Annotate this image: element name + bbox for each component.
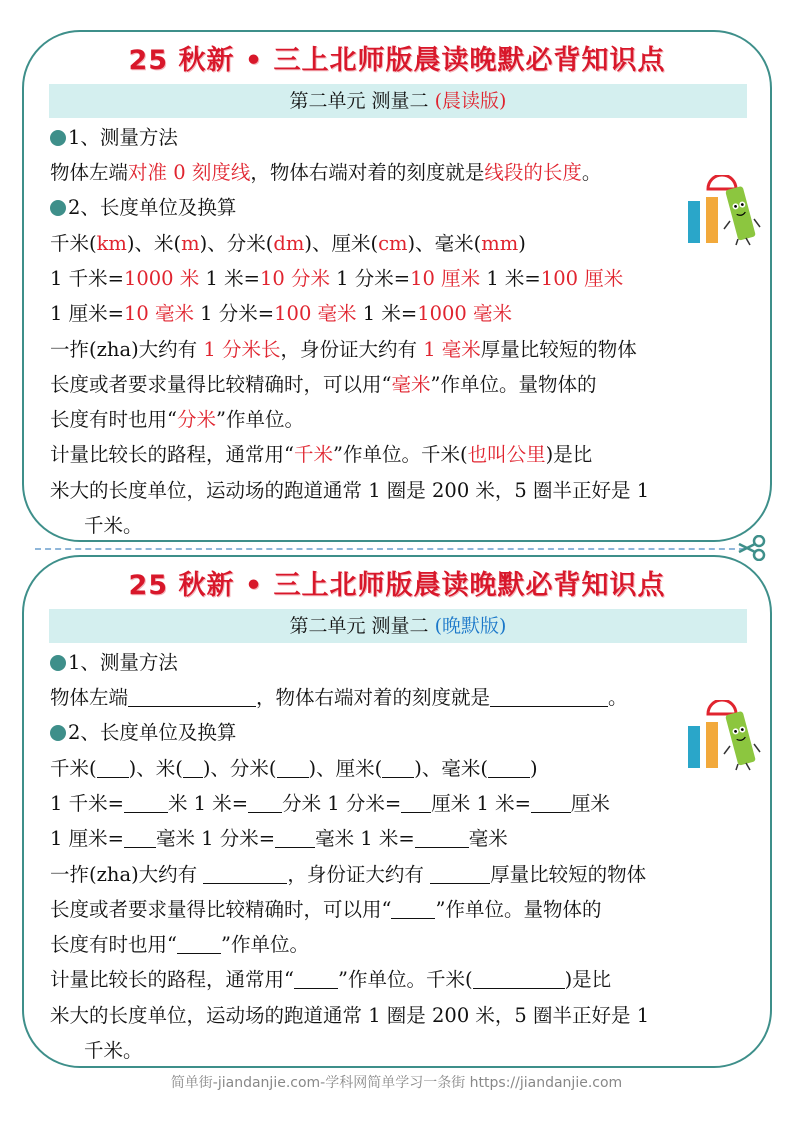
ruler-mascot-icon (684, 175, 764, 247)
answer-blank[interactable] (124, 794, 168, 813)
answer-blank[interactable] (391, 900, 435, 919)
text-line: 计量比较长的路程，通常用“千米”作单位。千米(也叫公里)是比 (50, 443, 593, 466)
conversion-line: 1 千米=1000 米 1 米=10 分米 1 分米=10 厘米 1 米=100 厘米 (50, 267, 624, 290)
answer-blank[interactable] (473, 970, 565, 989)
fill-line: 一拃(zha)大约有 ，身份证大约有 厚量比较短的物体 (50, 863, 647, 886)
scissors-icon (737, 535, 767, 561)
evening-card (22, 555, 772, 1068)
ruler-mascot-icon (684, 700, 764, 772)
version-tag: 晚默版 (442, 615, 500, 637)
text-line: 米大的长度单位，运动场的跑道通常 1 圈是 200 米，5 圈半正好是 1 (50, 1004, 650, 1027)
fill-line: 1 千米= 米 1 米= 分米 1 分米= 厘米 1 米= 厘米 (50, 792, 610, 815)
text-line: 千米。 (84, 514, 143, 537)
bullet-icon (50, 655, 66, 671)
answer-blank[interactable] (415, 829, 469, 848)
bullet-icon (50, 130, 66, 146)
text-line: 千米。 (84, 1039, 143, 1062)
unit-subtitle: 第二单元 测量二 (晚默版) (49, 609, 747, 643)
text-line: 米大的长度单位，运动场的跑道通常 1 圈是 200 米，5 圈半正好是 1 (50, 479, 650, 502)
fill-line: 长度或者要求量得比较精确时，可以用“ ”作单位。量物体的 (50, 898, 602, 921)
text-line: 一拃(zha)大约有 1 分米长，身份证大约有 1 毫米厚量比较短的物体 (50, 338, 637, 361)
conversion-line: 1 厘米=10 毫米 1 分米=100 毫米 1 米=1000 毫米 (50, 302, 513, 325)
card-title: 25 秋新 • 三上北师版晨读晚默必背知识点 (128, 570, 666, 601)
answer-blank[interactable] (124, 829, 156, 848)
section-heading: 2、长度单位及换算 (50, 717, 236, 745)
answer-blank[interactable] (248, 794, 282, 813)
answer-blank[interactable] (203, 865, 287, 884)
bullet-icon (50, 725, 66, 741)
fill-line: 千米( )、米( )、分米( )、厘米( )、毫米( ) (50, 757, 538, 780)
answer-blank[interactable] (488, 759, 530, 778)
card-title: 25 秋新 • 三上北师版晨读晚默必背知识点 (128, 45, 666, 76)
units-line: 千米(km)、米(m)、分米(dm)、厘米(cm)、毫米(mm) (50, 232, 526, 255)
answer-blank[interactable] (177, 935, 221, 954)
answer-blank[interactable] (430, 865, 490, 884)
version-tag: 晨读版 (442, 90, 500, 112)
answer-blank[interactable] (294, 970, 338, 989)
answer-blank[interactable] (183, 759, 203, 778)
answer-blank[interactable] (490, 688, 608, 707)
fill-line: 1 厘米= 毫米 1 分米= 毫米 1 米= 毫米 (50, 827, 508, 850)
answer-blank[interactable] (401, 794, 431, 813)
section-heading: 2、长度单位及换算 (50, 192, 236, 220)
answer-blank[interactable] (277, 759, 309, 778)
answer-blank[interactable] (531, 794, 571, 813)
answer-blank[interactable] (275, 829, 315, 848)
footer-text: 简单街-jiandanjie.com-学科网简单学习一条街 https://jiandanjie.com (170, 1075, 623, 1091)
section-heading: 1、测量方法 (50, 647, 178, 675)
text-line: 长度或者要求量得比较精确时，可以用“毫米”作单位。量物体的 (50, 373, 597, 396)
section-heading: 1、测量方法 (50, 122, 178, 150)
bullet-icon (50, 200, 66, 216)
fill-line: 长度有时也用“ ”作单位。 (50, 933, 309, 956)
answer-blank[interactable] (97, 759, 129, 778)
unit-subtitle: 第二单元 测量二 (晨读版) (49, 84, 747, 118)
morning-card (22, 30, 772, 542)
answer-blank[interactable] (382, 759, 414, 778)
text-line: 长度有时也用“分米”作单位。 (50, 408, 304, 431)
text-line: 物体左端对准 0 刻度线，物体右端对着的刻度就是线段的长度。 (50, 161, 602, 184)
fill-line: 计量比较长的路程，通常用“ ”作单位。千米( )是比 (50, 968, 612, 991)
fill-line: 物体左端 ，物体右端对着的刻度就是 。 (50, 686, 628, 709)
cut-line (35, 548, 745, 550)
answer-blank[interactable] (128, 688, 256, 707)
